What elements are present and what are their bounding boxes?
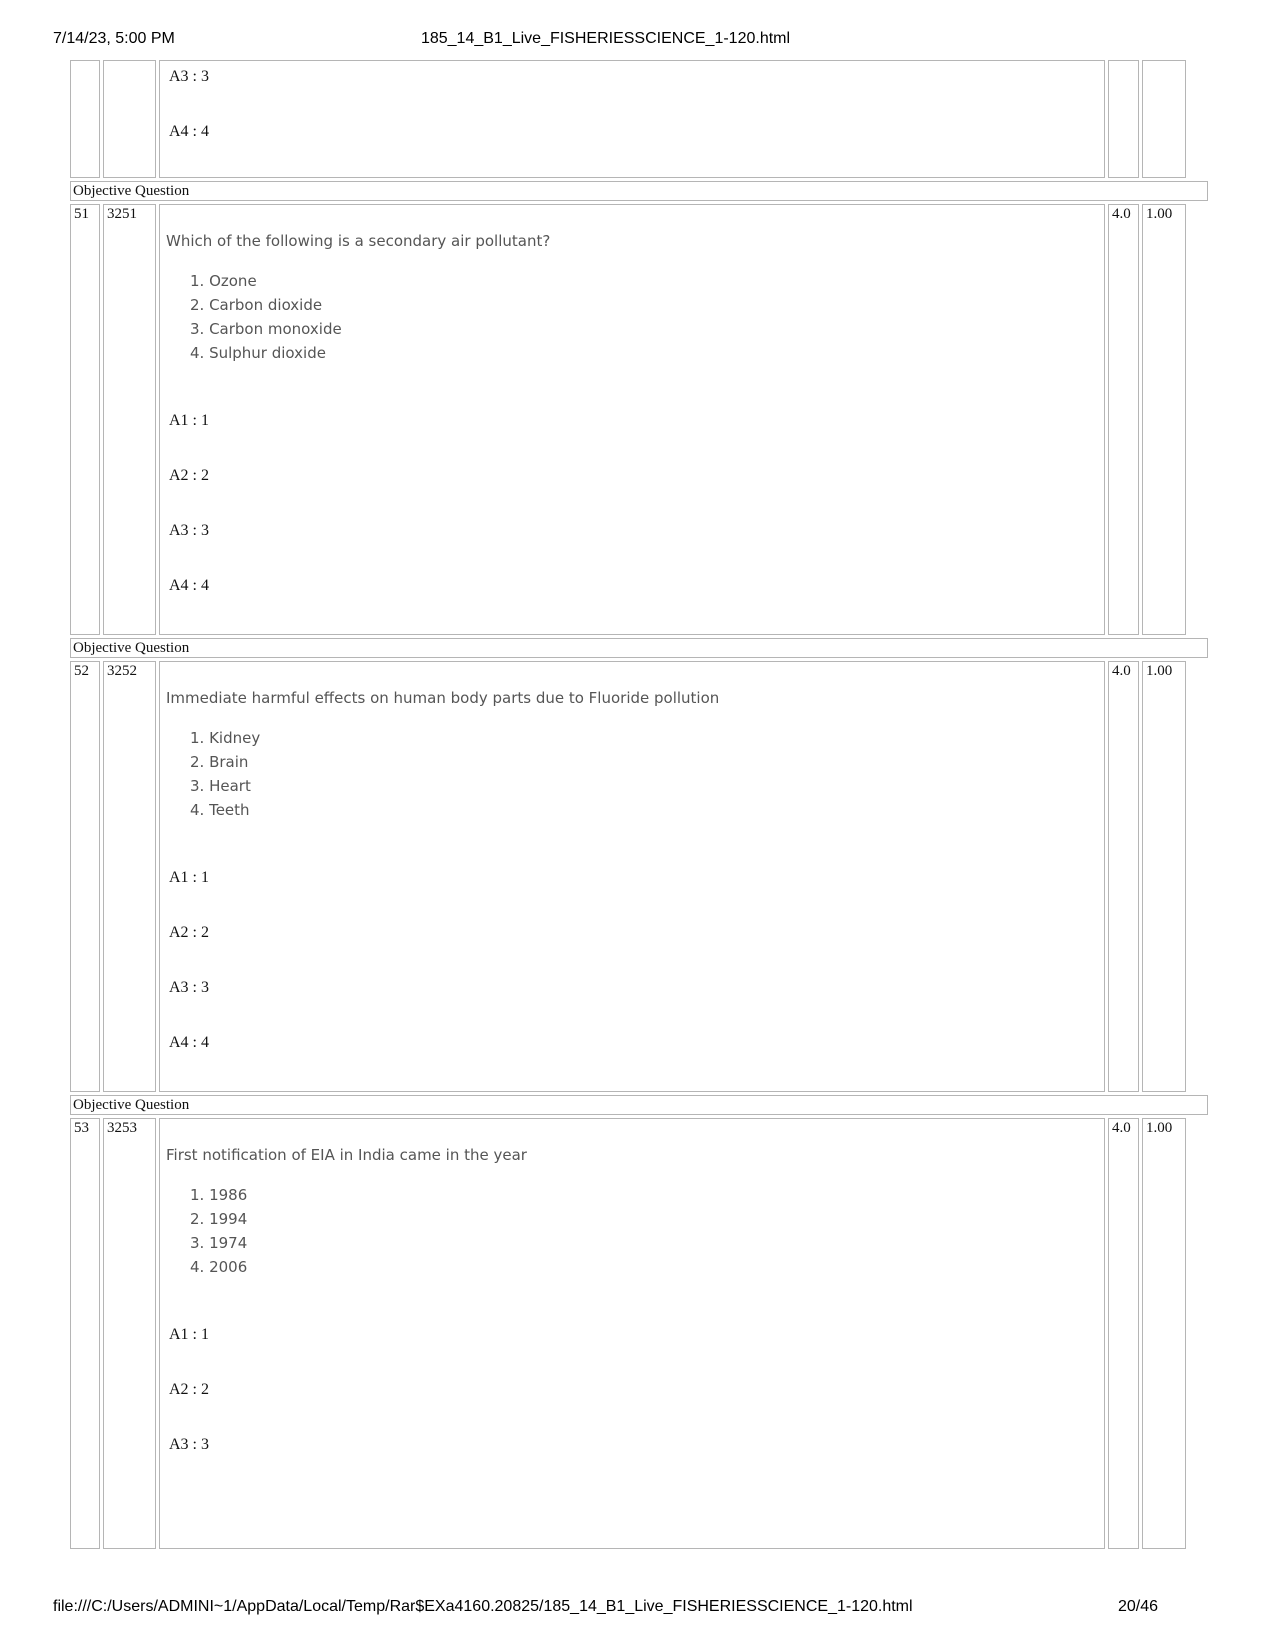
option-list bbox=[166, 269, 1104, 365]
option-item: 3. 1974 bbox=[190, 1234, 248, 1252]
question-body-cell bbox=[159, 661, 1105, 1092]
option-item: 4. 2006 bbox=[190, 1258, 248, 1276]
option-item: 1. 1986 bbox=[190, 1186, 248, 1204]
question-text: Immediate harmful effects on human body parts due to Fluoride pollution bbox=[166, 689, 720, 707]
question-id-cell bbox=[103, 60, 156, 178]
question-row bbox=[70, 1118, 1208, 1549]
question-text: Which of the following is a secondary air pollutant? bbox=[166, 232, 551, 250]
marks-cell bbox=[1108, 60, 1139, 178]
serial-number: 53 bbox=[70, 1118, 100, 1549]
answer-option: A3 : 3 bbox=[169, 522, 209, 539]
question-text: First notification of EIA in India came in the year bbox=[166, 1146, 527, 1164]
print-title: 185_14_B1_Live_FISHERIESSCIENCE_1-120.html bbox=[420, 30, 791, 47]
question-row-continued bbox=[70, 60, 1208, 178]
answer-option: A3 : 3 bbox=[169, 68, 209, 85]
serial-cell bbox=[70, 60, 100, 178]
negative-marks-value: 1.00 bbox=[1142, 1118, 1186, 1549]
option-item: 4. Sulphur dioxide bbox=[190, 344, 326, 362]
negative-marks-cell bbox=[1142, 60, 1186, 178]
option-list bbox=[166, 1183, 1104, 1279]
answer-list bbox=[166, 868, 1104, 1088]
answer-option: A1 : 1 bbox=[169, 412, 209, 429]
answer-option: A1 : 1 bbox=[169, 1326, 209, 1343]
page-number: 20/46 bbox=[1117, 1598, 1158, 1615]
serial-number: 51 bbox=[70, 204, 100, 635]
answer-option: A3 : 3 bbox=[169, 979, 209, 996]
answer-option: A4 : 4 bbox=[169, 123, 209, 140]
answer-option: A4 : 4 bbox=[169, 1034, 209, 1051]
answer-option: A2 : 2 bbox=[169, 924, 209, 941]
question-paper-table bbox=[70, 60, 1208, 1592]
negative-marks-value: 1.00 bbox=[1142, 204, 1186, 635]
option-item: 3. Heart bbox=[190, 777, 251, 795]
question-body-cell bbox=[159, 1118, 1105, 1549]
answer-option: A4 : 4 bbox=[169, 577, 209, 594]
option-item: 2. Brain bbox=[190, 753, 249, 771]
option-item: 4. Teeth bbox=[190, 801, 250, 819]
question-body-cell bbox=[159, 60, 1105, 178]
option-item: 1. Kidney bbox=[190, 729, 261, 747]
section-label: Objective Question bbox=[70, 638, 1208, 658]
print-header bbox=[53, 30, 1158, 52]
marks-value: 4.0 bbox=[1108, 204, 1139, 635]
marks-value: 4.0 bbox=[1108, 1118, 1139, 1549]
question-id: 3253 bbox=[103, 1118, 156, 1549]
question-body-cell bbox=[159, 204, 1105, 635]
print-footer bbox=[53, 1598, 1158, 1620]
question-id: 3251 bbox=[103, 204, 156, 635]
answer-option: A2 : 2 bbox=[169, 1381, 209, 1398]
serial-number: 52 bbox=[70, 661, 100, 1092]
option-list bbox=[166, 726, 1104, 822]
answer-option: A1 : 1 bbox=[169, 869, 209, 886]
print-file-url: file:///C:/Users/ADMINI~1/AppData/Local/Temp/Rar$EXa4160.20825/185_14_B1_Live_FISHERIESSCIENCE_1-120.html bbox=[53, 1598, 913, 1615]
print-datetime: 7/14/23, 5:00 PM bbox=[53, 30, 175, 47]
section-label: Objective Question bbox=[70, 181, 1208, 201]
answer-list bbox=[166, 411, 1104, 631]
question-id: 3252 bbox=[103, 661, 156, 1092]
marks-value: 4.0 bbox=[1108, 661, 1139, 1092]
negative-marks-value: 1.00 bbox=[1142, 661, 1186, 1092]
option-item: 2. 1994 bbox=[190, 1210, 248, 1228]
answer-option: A2 : 2 bbox=[169, 467, 209, 484]
option-item: 1. Ozone bbox=[190, 272, 257, 290]
answer-list bbox=[166, 1325, 1104, 1490]
answer-option: A3 : 3 bbox=[169, 1436, 209, 1453]
option-item: 3. Carbon monoxide bbox=[190, 320, 342, 338]
question-row bbox=[70, 661, 1208, 1092]
option-item: 2. Carbon dioxide bbox=[190, 296, 323, 314]
question-row bbox=[70, 204, 1208, 635]
section-label: Objective Question bbox=[70, 1095, 1208, 1115]
